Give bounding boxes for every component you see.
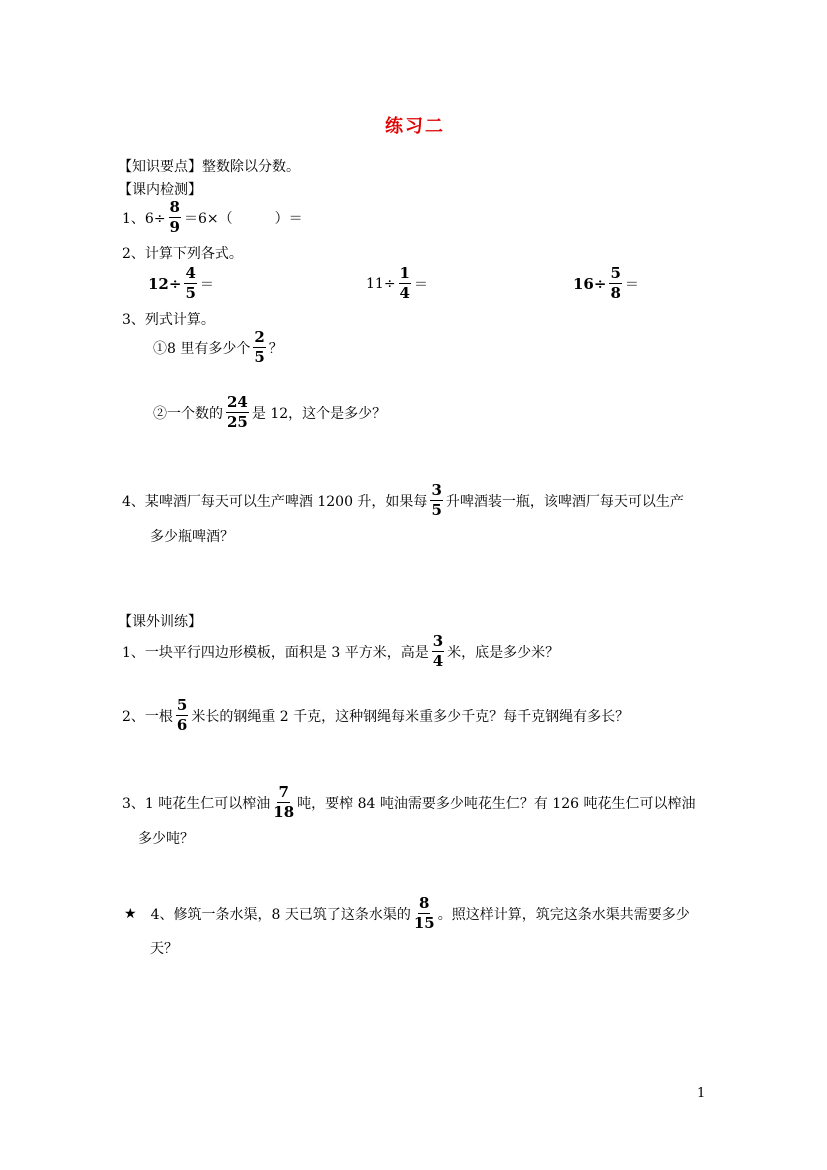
exercise-3-line2: 多少吨？ — [138, 831, 194, 847]
section-in-class: 【课内检测】 — [118, 182, 202, 198]
q2a-fraction: $\frac{4}{5}$ — [185, 264, 196, 302]
q2b-fraction: $\frac{1}{4}$ — [399, 264, 410, 302]
exercise-1: 1、一块平行四边形模板，面积是 3 平方米，高是 $\frac{3}{4}$ 米，底是多少米？ — [122, 632, 560, 670]
q4-fraction: $\frac{3}{5}$ — [431, 481, 442, 519]
exercise-2: 2、一根 $\frac{5}{6}$ 米长的钢绳重 2 千克，这种钢绳每米重多少千克？每千克钢绳有多长？ — [122, 696, 630, 734]
q1-pre: 1、6÷ — [122, 210, 166, 227]
q2c-fraction: $\frac{5}{8}$ — [610, 264, 621, 302]
section-out-class: 【课外训练】 — [118, 614, 202, 630]
exercise-3: 3、1 吨花生仁可以榨油 $\frac{7}{18}$ 吨，要榨 84 吨油需要多少吨花生仁？有 126 吨花生仁可以榨油 — [122, 783, 696, 821]
exercise-4-line2: 天？ — [150, 941, 178, 957]
question-2c: 16÷ $\frac{5}{8}$ ＝ — [573, 264, 639, 302]
question-4-line2: 多少瓶啤酒？ — [150, 529, 234, 545]
e2-fraction: $\frac{5}{6}$ — [176, 696, 188, 734]
q1-fraction: $\frac{8}{9}$ — [169, 198, 180, 236]
question-1 — [122, 200, 303, 235]
e3-fraction: $\frac{7}{18}$ — [273, 783, 295, 821]
knowledge-point: 【知识要点】整数除以分数。 — [118, 159, 300, 175]
question-4: 4、某啤酒厂每天可以生产啤酒 1200 升，如果每 $\frac{3}{5}$ 升啤酒装一瓶，该啤酒厂每天可以生产 — [122, 481, 684, 519]
question-2-label: 2、计算下列各式。 — [122, 246, 243, 262]
question-2b: 11÷ $\frac{1}{4}$ ＝ — [366, 264, 428, 302]
question-3-label: 3、列式计算。 — [122, 312, 215, 328]
star-icon: ★ — [124, 905, 137, 922]
question-3a: ①8 里有多少个 $\frac{2}{5}$ ？ — [153, 328, 283, 366]
question-3b: ②一个数的 $\frac{24}{25}$ 是 12，这个是多少？ — [153, 393, 387, 431]
page-number: 1 — [697, 1086, 706, 1101]
exercise-4: ★ 4、修筑一条水渠，8 天已筑了这条水渠的 $\frac{8}{15}$ 。照这样计算，筑完这条水渠共需要多少 — [124, 894, 690, 932]
e1-fraction: $\frac{3}{4}$ — [432, 632, 444, 670]
q3a-fraction: $\frac{2}{5}$ — [254, 328, 265, 366]
q1-post: ＝6×（ ）＝ — [183, 210, 303, 227]
page-title: 练习二 — [385, 116, 445, 137]
question-2a: 12÷ $\frac{4}{5}$ ＝ — [148, 264, 214, 302]
q3b-fraction: $\frac{24}{25}$ — [227, 393, 248, 431]
e4-fraction: $\frac{8}{15}$ — [413, 894, 435, 932]
